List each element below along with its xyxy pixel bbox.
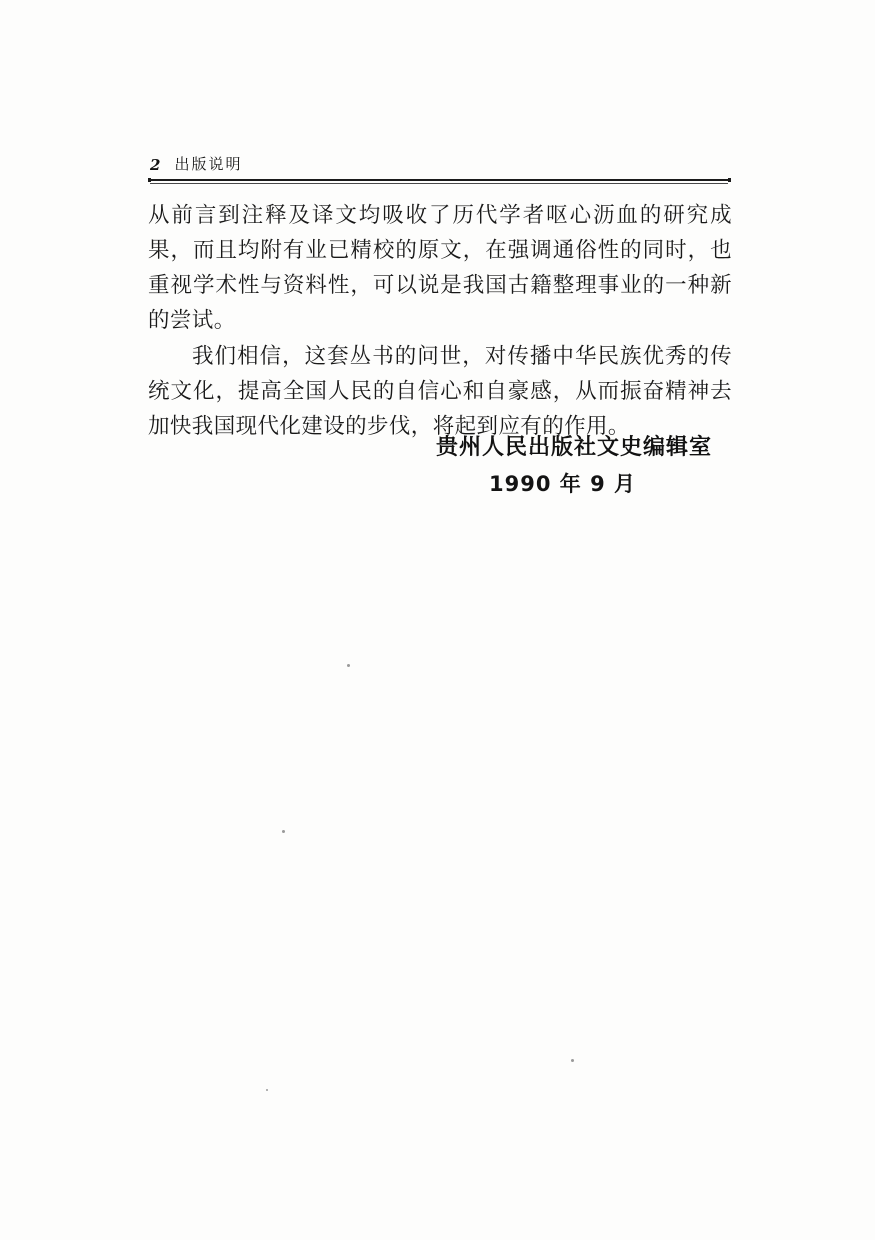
signature-block (148, 430, 732, 502)
scan-speckle (282, 830, 285, 833)
signature-date: 1990 年 9 月 (489, 472, 636, 496)
paragraph-2: 我们相信，这套丛书的问世，对传播中华民族优秀的传统文化，提高全国人民的自信心和自豪感，从而振奋精神去加快我国现代化建设的步伐，将起到应有的作用。 (148, 344, 732, 439)
page-number: 2 (150, 156, 161, 174)
scan-speckle (266, 1089, 268, 1091)
rule-end-mark-right (728, 178, 731, 182)
scan-speckle (347, 664, 350, 667)
paragraph-1: 从前言到注释及译文均吸收了历代学者呕心沥血的研究成果，而且均附有业已精校的原文，在强调通俗性的同时，也重视学术性与资料性，可以说是我国古籍整理事业的一种新的尝试。 (148, 203, 732, 333)
running-head (150, 148, 730, 174)
running-head-title: 出版说明 (174, 155, 243, 173)
signature-organization: 贵州人民出版社文史编辑室 (435, 435, 712, 460)
header-rule-thin (150, 183, 728, 184)
header-rule-thick (150, 179, 728, 181)
body-text (148, 198, 732, 445)
scan-speckle (571, 1059, 574, 1062)
